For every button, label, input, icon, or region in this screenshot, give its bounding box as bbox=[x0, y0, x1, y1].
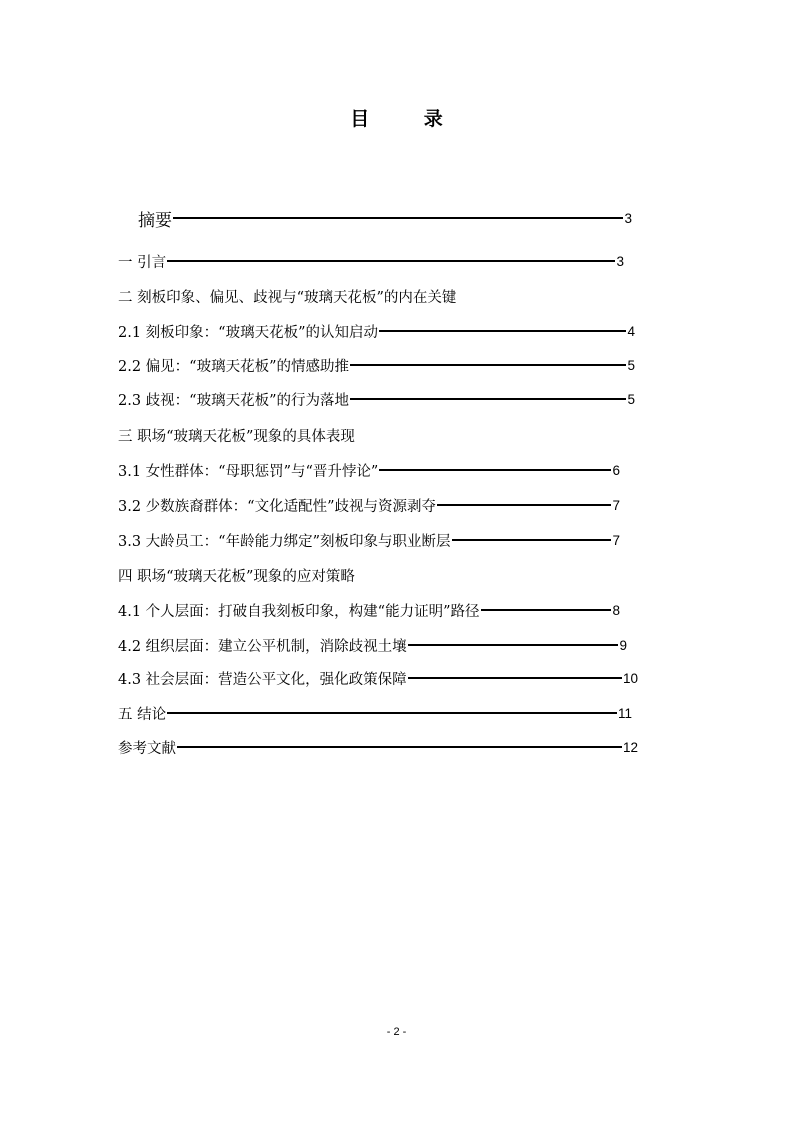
toc-entry-title: 2.1 刻板印象：“玻璃天花板”的认知启动 bbox=[118, 324, 378, 341]
toc-entry-title: 4.3 社会层面：营造公平文化，强化政策保障 bbox=[118, 671, 407, 688]
toc-entry-title: 3.3 大龄员工：“年龄能力绑定”刻板印象与职业断层 bbox=[118, 533, 451, 550]
toc-page-number: 10 bbox=[622, 670, 638, 686]
toc-leader-line bbox=[408, 644, 619, 646]
toc-page-number: 4 bbox=[627, 323, 635, 339]
toc-leader-line bbox=[167, 260, 615, 262]
page-title: 目 录 bbox=[350, 108, 467, 130]
toc-entry-title: 一 引言 bbox=[118, 254, 167, 271]
toc-entry[interactable] bbox=[118, 250, 624, 272]
toc-leader-line bbox=[177, 746, 622, 748]
toc-page-number: 6 bbox=[612, 462, 620, 478]
toc-entry[interactable] bbox=[118, 736, 638, 758]
toc-entry[interactable] bbox=[118, 702, 632, 724]
toc-leader-line bbox=[408, 677, 622, 679]
toc-leader-line bbox=[350, 364, 626, 366]
toc-entry-title: 参考文献 bbox=[118, 740, 176, 757]
toc-leader-line bbox=[379, 469, 611, 471]
toc-leader-line bbox=[379, 330, 626, 332]
toc-page-number: 5 bbox=[627, 391, 635, 407]
toc-entry[interactable] bbox=[118, 320, 635, 342]
toc-entry[interactable] bbox=[118, 599, 620, 621]
toc-entry-title: 2.3 歧视：“玻璃天花板”的行为落地 bbox=[118, 392, 349, 409]
toc-entry-title: 摘要 bbox=[138, 210, 172, 231]
toc-leader-line bbox=[167, 712, 617, 714]
toc-page-number: 7 bbox=[612, 532, 620, 548]
toc-entry[interactable] bbox=[118, 529, 620, 551]
toc-entry-title: 4.1 个人层面：打破自我刻板印象，构建“能力证明”路径 bbox=[118, 603, 480, 620]
toc-entry[interactable] bbox=[118, 388, 635, 410]
toc-page-number: 3 bbox=[624, 210, 632, 226]
toc-page-number: 5 bbox=[627, 357, 635, 373]
toc-entry[interactable] bbox=[118, 667, 638, 689]
toc-entry-title: 二 刻板印象、偏见、歧视与“玻璃天花板”的内在关键 bbox=[118, 289, 457, 306]
toc-page-number: 7 bbox=[612, 497, 620, 513]
toc-page-number: 8 bbox=[612, 602, 620, 618]
toc-entry[interactable] bbox=[118, 354, 635, 376]
toc-leader-line bbox=[481, 609, 612, 611]
toc-entry-title: 五 结论 bbox=[118, 706, 167, 723]
toc-entry-title: 3.2 少数族裔群体：“文化适配性”歧视与资源剥夺 bbox=[118, 498, 436, 515]
toc-entry[interactable] bbox=[138, 207, 632, 229]
toc-entry-title: 4.2 组织层面：建立公平机制，消除歧视土壤 bbox=[118, 638, 407, 655]
toc-page-number: 3 bbox=[616, 253, 624, 269]
toc-entry-title: 3.1 女性群体：“母职惩罚”与“晋升悖论” bbox=[118, 463, 379, 480]
toc-entry[interactable] bbox=[118, 285, 638, 307]
toc-page-number: 12 bbox=[622, 739, 638, 755]
toc-entry[interactable] bbox=[118, 424, 620, 446]
toc-entry-title: 2.2 偏见：“玻璃天花板”的情感助推 bbox=[118, 358, 349, 375]
toc-entry-title: 三 职场“玻璃天花板”现象的具体表现 bbox=[118, 428, 355, 445]
toc-leader-line bbox=[437, 504, 611, 506]
toc-entry-title: 四 职场“玻璃天花板”现象的应对策略 bbox=[118, 568, 355, 585]
toc-leader-line bbox=[173, 217, 623, 219]
toc-leader-line bbox=[350, 398, 626, 400]
toc-entry[interactable] bbox=[118, 564, 620, 586]
toc-entry[interactable] bbox=[118, 494, 620, 516]
toc-leader-line bbox=[452, 539, 612, 541]
toc-page-number: 11 bbox=[617, 705, 632, 721]
toc-page-number: 9 bbox=[619, 637, 627, 653]
toc-entry[interactable] bbox=[118, 634, 627, 656]
page-number: - 2 - bbox=[386, 1026, 407, 1038]
toc-entry[interactable] bbox=[118, 459, 620, 481]
